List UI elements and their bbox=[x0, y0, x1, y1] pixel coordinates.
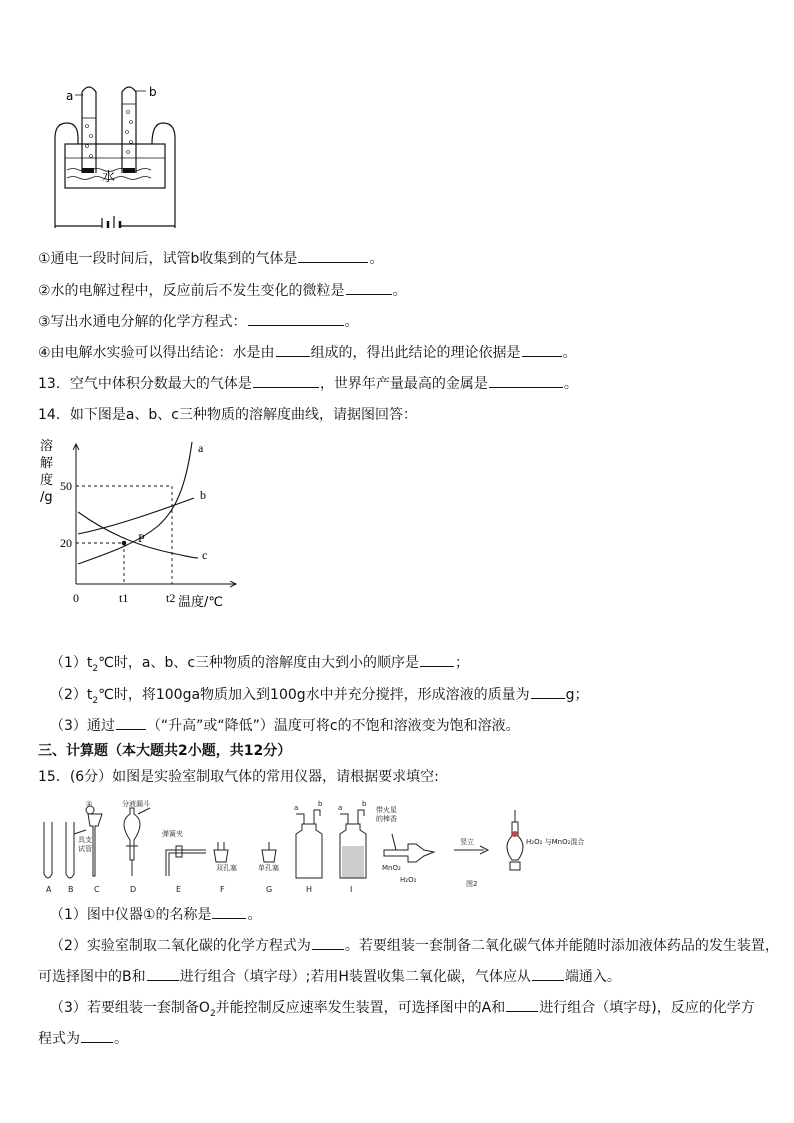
answer-blank[interactable] bbox=[248, 313, 344, 326]
tube-a-label: a bbox=[66, 89, 74, 103]
q14-p1: $(1)t_2℃$时，a、b、c三种物质的溶解度由大到小的顺序是 ； bbox=[50, 655, 470, 674]
series-label-a: a bbox=[198, 441, 204, 455]
x-tick-label: 0 bbox=[73, 591, 79, 605]
y-axis-label-char: 溶 bbox=[40, 439, 54, 454]
apparatus-letter: E bbox=[176, 885, 182, 894]
label-circle1: ① bbox=[86, 800, 93, 808]
point-p-label: P bbox=[138, 531, 145, 545]
answer-blank[interactable] bbox=[346, 282, 392, 295]
label-mno2: MnO₂ bbox=[382, 864, 401, 872]
series-label-b: b bbox=[200, 488, 206, 502]
answer-blank[interactable] bbox=[531, 686, 565, 699]
apparatus-letter: B bbox=[68, 885, 74, 894]
label-hb: b bbox=[318, 800, 323, 808]
label-ib: b bbox=[362, 800, 367, 808]
q12-line1: ①通电一段时间后，试管b收集到的气体是 。 bbox=[38, 251, 384, 267]
q14-p2: $(2)t_2℃$时，将100ga物质加入到100g水中并充分搅拌，形成溶液的质量为 g； bbox=[50, 687, 589, 706]
label-fig2: 图2 bbox=[466, 880, 478, 888]
q15-p2a: （2）实验室制取二氧化碳的化学方程式为 。若要组装一套制备二氧化碳气体并能随时添加液体药品的发生装置， bbox=[50, 938, 779, 954]
answer-blank[interactable] bbox=[312, 937, 344, 950]
y-axis-label-char: 解 bbox=[40, 456, 54, 471]
point-p bbox=[122, 541, 127, 546]
tube-b-label: b bbox=[149, 85, 157, 99]
electrolysis-apparatus bbox=[50, 78, 180, 228]
section-title: 三、计算题（本大题共2小题，共12分） bbox=[38, 743, 292, 759]
x-tick-label: t1 bbox=[119, 591, 129, 605]
apparatus-letter: H bbox=[306, 885, 313, 894]
label-stick2: 的棒香 bbox=[376, 815, 397, 823]
apparatus-letter: I bbox=[350, 885, 353, 894]
apparatus-letter: F bbox=[220, 885, 225, 894]
label-ha: a bbox=[294, 804, 299, 812]
answer-blank[interactable] bbox=[81, 1030, 113, 1043]
answer-blank[interactable] bbox=[532, 968, 564, 981]
q12-line3: ③写出水通电分解的化学方程式： 。 bbox=[38, 314, 359, 330]
apparatus-letter: A bbox=[46, 885, 52, 894]
q13-line: 13．空气中体积分数最大的气体是 ，世界年产量最高的金属是 。 bbox=[38, 376, 578, 392]
q15-intro: 15．(6分）如图是实验室制取气体的常用仪器，请根据要求填空: bbox=[38, 769, 439, 785]
q15-p1: （1）图中仪器①的名称是 。 bbox=[50, 907, 262, 923]
q15-p3b: 程式为 。 bbox=[38, 1031, 128, 1047]
label-stopper2: 双孔塞 bbox=[216, 864, 237, 872]
x-tick-label: t2 bbox=[166, 591, 176, 605]
answer-blank[interactable] bbox=[212, 906, 246, 919]
label-tube-note1: 具支 bbox=[78, 836, 92, 844]
q12-line4: ④由电解水实验可以得出结论：水是由 组成的，得出此结论的理论依据是 。 bbox=[38, 345, 577, 361]
apparatus-letter: G bbox=[266, 885, 273, 894]
label-mix: H₂O₂ 与MnO₂混合 bbox=[526, 838, 585, 846]
series-line-a bbox=[78, 442, 192, 564]
y-axis-label-char: 度 bbox=[40, 473, 54, 488]
q14-p3: （3）通过 （“升高”或“降低”）温度可将c的不饱和溶液变为饱和溶液。 bbox=[50, 718, 520, 734]
answer-blank[interactable] bbox=[253, 375, 319, 388]
x-axis-label: 温度/℃ bbox=[178, 595, 223, 610]
q15-p2b: 可选择图中的B和 进行组合（填字母）;若用H装置收集二氧化碳，气体应从 端通入。 bbox=[38, 969, 621, 985]
label-clamp: 弹簧夹 bbox=[162, 830, 183, 838]
y-axis-label-char: /g bbox=[40, 490, 53, 505]
label-h2o2: H₂O₂ bbox=[400, 876, 417, 884]
series-label-c: c bbox=[202, 548, 208, 562]
apparatus-figure bbox=[38, 800, 598, 894]
q15-p3a: （3）若要组装一套制备$O_2$并能控制反应速率发生装置，可选择图中的A和 进行组合（填字母)，反应的化学方 bbox=[50, 1000, 755, 1019]
q12-line2: ②水的电解过程中，反应前后不发生变化的微粒是 。 bbox=[38, 283, 407, 299]
label-stopper1: 单孔塞 bbox=[258, 864, 279, 872]
label-stand: 竖立 bbox=[460, 838, 474, 846]
answer-blank[interactable] bbox=[147, 968, 179, 981]
answer-blank[interactable] bbox=[420, 654, 454, 667]
answer-blank[interactable] bbox=[522, 344, 562, 357]
water-label: 水 bbox=[102, 170, 116, 185]
answer-blank[interactable] bbox=[489, 375, 563, 388]
q14-intro: 14．如下图是a、b、c三种物质的溶解度曲线，请据图回答： bbox=[38, 407, 417, 423]
answer-blank[interactable] bbox=[298, 250, 368, 263]
y-tick-label: 20 bbox=[60, 536, 72, 550]
solubility-chart bbox=[36, 436, 246, 616]
label-ia: a bbox=[338, 804, 343, 812]
answer-blank[interactable] bbox=[116, 717, 146, 730]
label-funnel: 分液漏斗 bbox=[122, 800, 150, 808]
y-tick-label: 50 bbox=[60, 479, 72, 493]
label-stick1: 带火星 bbox=[376, 806, 397, 814]
label-tube-note2: 试管 bbox=[78, 845, 92, 853]
apparatus-letter: D bbox=[130, 885, 137, 894]
series-line-b bbox=[78, 498, 194, 534]
apparatus-letter: C bbox=[94, 885, 100, 894]
answer-blank[interactable] bbox=[276, 344, 310, 357]
answer-blank[interactable] bbox=[506, 999, 538, 1012]
